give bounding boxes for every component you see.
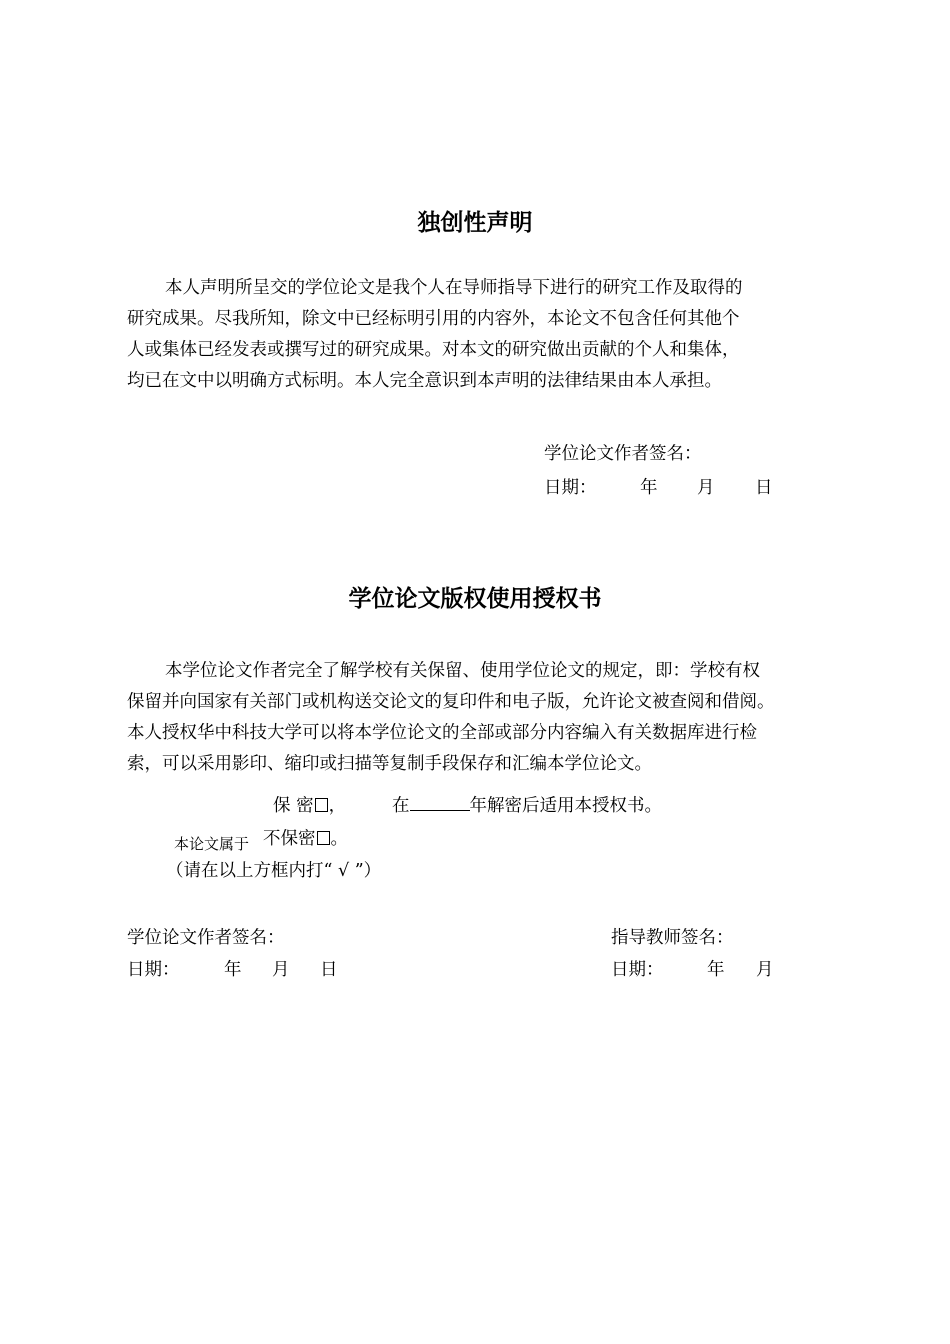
authorization-paragraph — [127, 656, 827, 780]
secret-option — [273, 792, 346, 817]
originality-day-label: 日 — [755, 478, 773, 498]
originality-year-label: 年 — [640, 478, 658, 498]
advisor-signature-label: 指导教师签名： — [611, 928, 734, 948]
advisor-date-label: 日期： — [611, 960, 664, 980]
authorization-line: 本学位论文作者完全了解学校有关保留、使用学位论文的规定，即：学校有权 — [165, 661, 760, 681]
declassify-clause — [392, 792, 662, 817]
not-secret-label: 不保密 — [263, 829, 316, 849]
originality-title: 独创性声明 — [417, 210, 533, 236]
declassify-year-blank[interactable] — [410, 794, 470, 811]
authorization-title: 学位论文版权使用授权书 — [348, 586, 602, 612]
not-secret-end: 。 — [330, 829, 348, 849]
originality-signature-label: 学位论文作者签名： — [544, 444, 702, 464]
originality-month-label: 月 — [697, 478, 715, 498]
belongs-label: 本论文属于 — [174, 835, 250, 853]
in-label: 在 — [392, 796, 410, 816]
author-year-label: 年 — [224, 960, 242, 980]
secret-checkbox[interactable] — [315, 798, 328, 812]
originality-line: 人或集体已经发表或撰写过的研究成果。对本文的研究做出贡献的个人和集体， — [127, 340, 740, 360]
author-day-label: 日 — [320, 960, 338, 980]
originality-date-label: 日期： — [544, 478, 597, 498]
authorization-line: 保留并向国家有关部门或机构送交论文的复印件和电子版，允许论文被查阅和借阅。 — [127, 692, 775, 712]
after-blank-text: 年解密后适用本授权书。 — [469, 796, 662, 816]
originality-line: 研究成果。尽我所知，除文中已经标明引用的内容外，本论文不包含任何其他个 — [127, 309, 740, 329]
originality-paragraph — [127, 273, 827, 397]
not-secret-option — [263, 825, 348, 850]
advisor-year-label: 年 — [707, 960, 725, 980]
authorization-line: 本人授权华中科技大学可以将本学位论文的全部或部分内容编入有关数据库进行检 — [127, 723, 757, 743]
originality-line: 本人声明所呈交的学位论文是我个人在导师指导下进行的研究工作及取得的 — [165, 278, 743, 298]
checkbox-instruction: （请在以上方框内打“ √ ”） — [166, 861, 382, 881]
author-month-label: 月 — [272, 960, 290, 980]
advisor-month-label: 月 — [756, 960, 774, 980]
originality-line: 均已在文中以明确方式标明。本人完全意识到本声明的法律结果由本人承担。 — [127, 371, 722, 391]
author-signature-label: 学位论文作者签名： — [127, 928, 285, 948]
not-secret-checkbox[interactable] — [317, 831, 330, 845]
author-date-label: 日期： — [127, 960, 180, 980]
authorization-line: 索，可以采用影印、缩印或扫描等复制手段保存和汇编本学位论文。 — [127, 754, 652, 774]
secret-label: 保 密 — [273, 796, 314, 816]
secret-comma: ， — [328, 796, 347, 816]
